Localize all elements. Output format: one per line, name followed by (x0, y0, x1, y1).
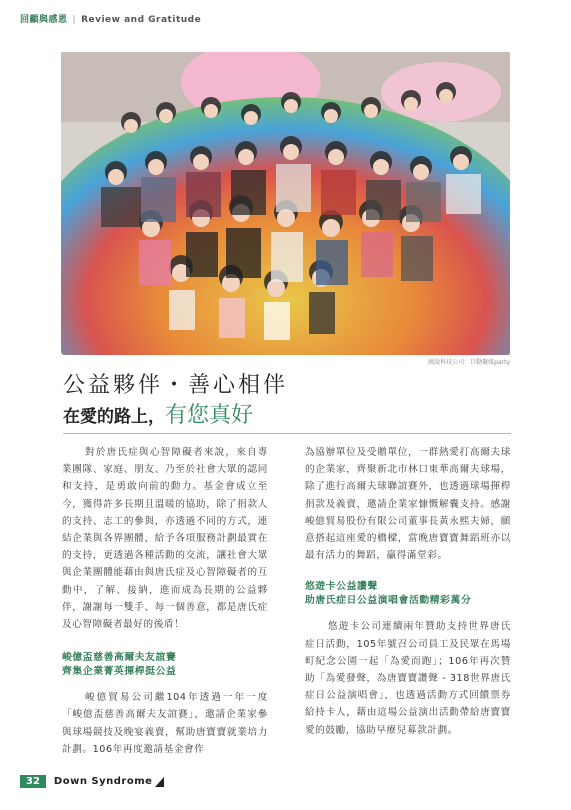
group-photo (61, 52, 510, 355)
group-photo-illustration (61, 52, 510, 355)
intro-paragraph: 對於唐氏症與心智障礙者來說，來自專業團隊、家庭、朋友、乃至於社會大眾的認同和支持，是勇敢向前的動力。基金會成立至今，獲得許多長期且溫暖的協助，除了捐款人的支持、志工的參與，亦透過不同的方式，連結企業與各界團體，給予各項服務計劃最實在的支持，更透過各種活動的交流，讓社會大眾與企業團體能藉由與唐氏症及心智障礙者的互動中，了解、接納，進而成為長期的公益夥伴，謝謝每一雙手、每一個善意，都是唐氏症及心智障礙者最好的後盾！ (62, 447, 268, 631)
article-subtitle (63, 398, 253, 429)
magazine-title: Down Syndrome (53, 776, 153, 787)
subtitle-highlight: 有您真好 (165, 403, 254, 428)
page-footer (20, 775, 164, 788)
triangle-icon (155, 777, 164, 787)
photo-credit: 圖說科技公司：巨動聚媒party (428, 359, 510, 366)
golf-subheading-line1: 峻億盃慈善高爾夫友誼賽 (62, 652, 177, 664)
subtitle-prefix: 在愛的路上， (63, 407, 165, 427)
easycard-paragraph: 悠遊卡公司連續兩年贊助支持世界唐氏症日活動，105年號召公司員工及民眾在馬場町紀念公園一起「為愛而跑」；106年再次贊助「為愛發聲，為唐寶寶讚聲 - 318世界唐氏症日公益演唱會」，也透過活動方式回饋票券給持卡人，藉由這場公益演出活動帶給唐寶寶愛的鼓勵，協助早療兒募款計劃。 (305, 621, 511, 736)
text-column-right (305, 444, 511, 739)
article-title: 公益夥伴・善心相伴 (63, 373, 289, 398)
section-header (20, 12, 201, 25)
text-column-left (62, 444, 268, 758)
title-divider (63, 433, 511, 434)
golf-subheading-line2: 齊集企業菁英揮桿挺公益 (62, 666, 177, 678)
page-number: 32 (20, 775, 46, 788)
section-header-en: Review and Gratitude (81, 15, 202, 25)
header-separator: | (72, 15, 77, 25)
easycard-subheading (305, 580, 511, 608)
easycard-subheading-line2: 助唐氏症日公益演唱會活動精彩萬分 (305, 595, 472, 607)
golf-event-subheading (62, 651, 268, 679)
section-header-zh: 回顧與感恩 (20, 15, 68, 25)
easycard-subheading-line1: 悠遊卡公益讚聲 (305, 581, 378, 593)
golf-paragraph-continued: 為協辦單位及受贈單位，一群熱愛打高爾夫球的企業家，齊聚新北市林口東華高爾夫球場，除了進行高爾夫球聯誼賽外，也透過球場揮桿捐款及義賣，邀請企業家慷慨解囊支持。感謝峻億貿易股份有限公司董事長黃永熙夫婦，願意搭起這座愛的橋樑，當晚唐寶寶舞蹈班亦以最有活力的舞蹈，贏得滿堂彩。 (305, 447, 511, 562)
golf-paragraph: 峻億貿易公司繼104年透過一年一度「峻億盃慈善高爾夫友誼賽」，邀請企業家參與球場競技及晚宴義賣，幫助唐寶寶就業培力計劃。106年再度邀請基金會作 (62, 692, 268, 755)
